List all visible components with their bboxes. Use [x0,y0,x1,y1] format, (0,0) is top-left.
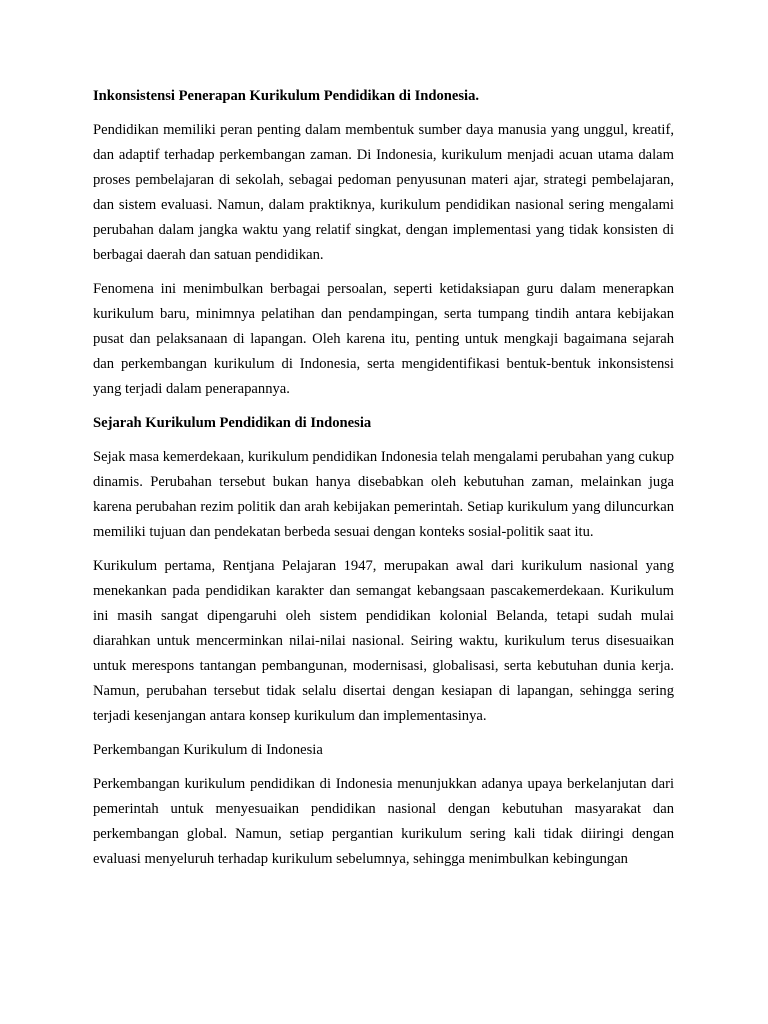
sejarah-paragraph-2: Kurikulum pertama, Rentjana Pelajaran 1947, merupakan awal dari kurikulum nasional yang menekankan pada pendidikan karakter dan semangat kebangsaan pascakemerdekaan. Kurikulum ini masih sangat dipengaruhi oleh sistem pendidikan kolonial Belanda, tetapi sudah mulai diarahkan untuk mencerminkan nilai-nilai nasional. Seiring waktu, kurikulum terus disesuaikan untuk merespons tantangan pembangunan, modernisasi, globalisasi, serta kebutuhan dunia kerja. Namun, perubahan tersebut tidak selalu disertai dengan kesiapan di lapangan, sehingga sering terjadi kesenjangan antara konsep kurikulum dan implementasinya. [93,558,674,724]
section-heading-sejarah: Sejarah Kurikulum Pendidikan di Indonesia [93,415,372,431]
document-page [93,84,674,881]
intro-paragraph-2: Fenomena ini menimbulkan berbagai persoalan, seperti ketidaksiapan guru dalam menerapkan kurikulum baru, minimnya pelatihan dan pendampingan, serta tumpang tindih antara kebijakan pusat dan pelaksanaan di lapangan. Oleh karena itu, penting untuk mengkaji bagaimana sejarah dan perkembangan kurikulum di Indonesia, serta mengidentifikasi bentuk-bentuk inkonsistensi yang terjadi dalam penerapannya. [93,281,674,397]
document-title: Inkonsistensi Penerapan Kurikulum Pendidikan di Indonesia. [93,88,480,104]
sejarah-paragraph-1: Sejak masa kemerdekaan, kurikulum pendidikan Indonesia telah mengalami perubahan yang cukup dinamis. Perubahan tersebut bukan hanya disebabkan oleh kebutuhan zaman, melainkan juga karena perubahan rezim politik dan arah kebijakan pemerintah. Setiap kurikulum yang diluncurkan memiliki tujuan dan pendekatan berbeda sesuai dengan konteks sosial-politik saat itu. [93,449,674,540]
intro-paragraph-1: Pendidikan memiliki peran penting dalam membentuk sumber daya manusia yang unggul, kreatif, dan adaptif terhadap perkembangan zaman. Di Indonesia, kurikulum menjadi acuan utama dalam proses pembelajaran di sekolah, sebagai pedoman penyusunan materi ajar, strategi pembelajaran, dan sistem evaluasi. Namun, dalam praktiknya, kurikulum pendidikan nasional sering mengalami perubahan dalam jangka waktu yang relatif singkat, dengan implementasi yang tidak konsisten di berbagai daerah dan satuan pendidikan. [93,122,674,263]
perkembangan-paragraph-1: Perkembangan kurikulum pendidikan di Indonesia menunjukkan adanya upaya berkelanjutan dari pemerintah untuk menyesuaikan pendidikan nasional dengan kebutuhan masyarakat dan perkembangan global. Namun, setiap pergantian kurikulum sering kali tidak diiringi dengan evaluasi menyeluruh terhadap kurikulum sebelumnya, sehingga menimbulkan kebingungan [93,776,674,867]
section-heading-perkembangan: Perkembangan Kurikulum di Indonesia [93,742,323,758]
